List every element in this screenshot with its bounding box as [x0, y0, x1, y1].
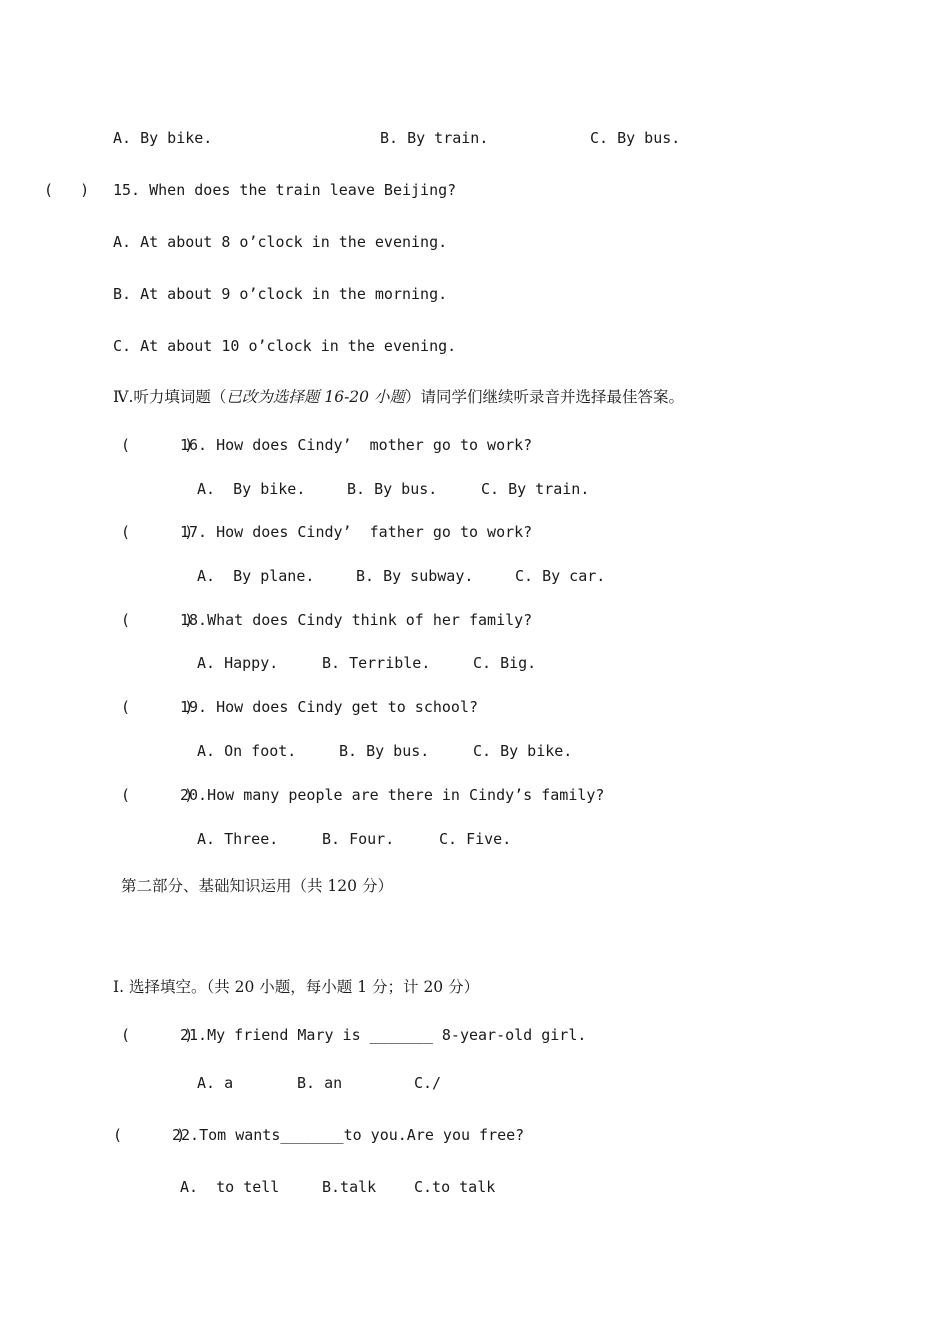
q14-option-a: A. By bike. — [113, 129, 213, 147]
option-b: B. an — [297, 1074, 343, 1092]
question-stem: 21.My friend Mary is _______ 8-year-old girl. — [180, 1026, 587, 1044]
answer-blank: ( ) — [121, 611, 194, 629]
question-stem: 17. How does Cindy’ father go to work? — [180, 523, 533, 541]
section-heading — [113, 387, 684, 407]
question-stem: 20.How many people are there in Cindy’s family? — [180, 786, 605, 804]
option-c: C. At about 10 o’clock in the evening. — [113, 337, 457, 355]
section-label: Ⅳ.听力填词题（ — [113, 388, 227, 406]
answer-blank: ( ) — [121, 698, 194, 716]
option-b: B. At about 9 o’clock in the morning. — [113, 285, 448, 303]
option-c: C. Big. — [473, 654, 537, 672]
option-a: A. a — [197, 1074, 234, 1092]
part-heading: 第二部分、基础知识运用（共 120 分） — [121, 877, 393, 895]
option-c: C. Five. — [439, 830, 512, 848]
option-c: C. By train. — [481, 480, 590, 498]
option-c: C./ — [414, 1074, 442, 1092]
option-a: A. At about 8 o’clock in the evening. — [113, 233, 448, 251]
question-stem: 15. When does the train leave Beijing? — [113, 181, 457, 199]
option-a: A. Happy. — [197, 654, 279, 672]
question-stem: 19. How does Cindy get to school? — [180, 698, 479, 716]
section-heading: Ⅰ. 选择填空。（共 20 小题，每小题 1 分；计 20 分） — [113, 978, 480, 996]
option-b: B. Terrible. — [322, 654, 431, 672]
answer-blank: ( ) — [121, 436, 194, 454]
option-a: A. By bike. — [197, 480, 306, 498]
question-stem: 22.Tom wants_______to you.Are you free? — [172, 1126, 525, 1144]
answer-blank: ( ) — [121, 523, 194, 541]
option-b: B.talk — [322, 1178, 377, 1196]
option-c: C.to talk — [414, 1178, 496, 1196]
option-a: A. By plane. — [197, 567, 315, 585]
answer-blank: ( ) — [44, 181, 90, 199]
option-b: B. By bus. — [347, 480, 438, 498]
option-c: C. By bike. — [473, 742, 573, 760]
option-c: C. By car. — [515, 567, 606, 585]
section-instruction: ）请同学们继续听录音并选择最佳答案。 — [404, 388, 684, 406]
option-b: B. Four. — [322, 830, 395, 848]
question-stem: 18.What does Cindy think of her family? — [180, 611, 533, 629]
section-note: 已改为选择题 16-20 小题 — [226, 388, 405, 406]
answer-blank: ( ) — [113, 1126, 186, 1144]
option-a: A. On foot. — [197, 742, 297, 760]
q14-option-c: C. By bus. — [590, 129, 681, 147]
question-stem: 16. How does Cindy’ mother go to work? — [180, 436, 533, 454]
option-b: B. By subway. — [356, 567, 474, 585]
option-a: A. to tell — [180, 1178, 280, 1196]
option-b: B. By bus. — [339, 742, 430, 760]
q14-option-b: B. By train. — [380, 129, 489, 147]
answer-blank: ( ) — [121, 786, 194, 804]
answer-blank: ( ) — [121, 1026, 194, 1044]
option-a: A. Three. — [197, 830, 279, 848]
